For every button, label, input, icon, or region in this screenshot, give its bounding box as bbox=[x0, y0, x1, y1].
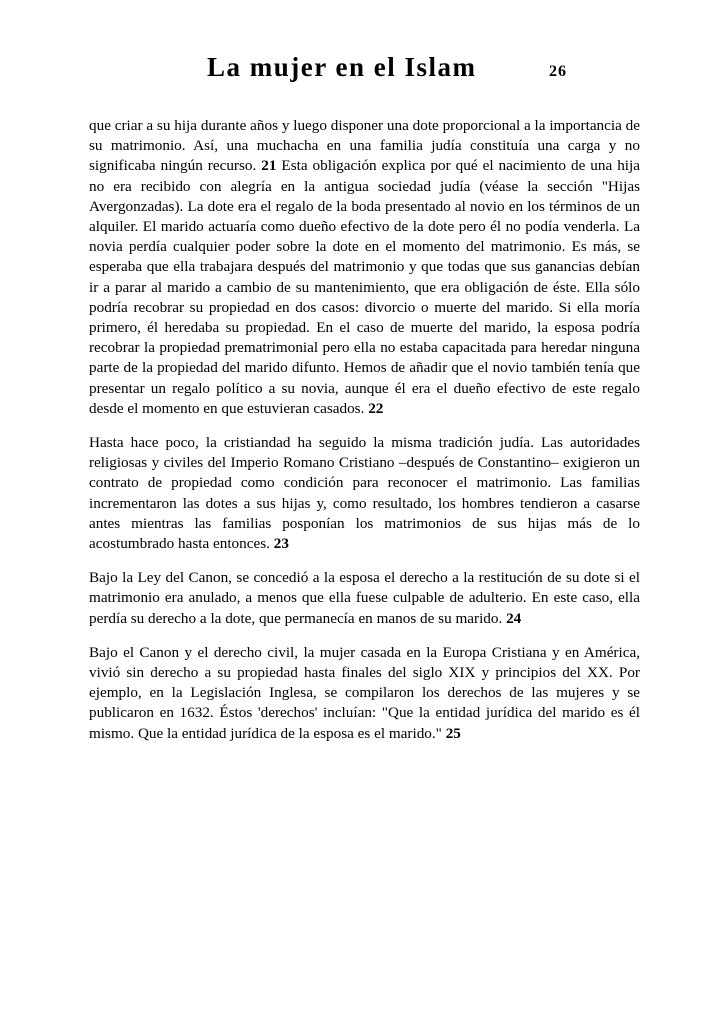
paragraph-4 bbox=[89, 643, 640, 744]
footnote-ref-21[interactable]: 21 bbox=[261, 157, 277, 175]
text-segment: que criar a su hija durante años y luego disponer una dote proporcional a la importancia de su matrimonio. Así, una muchacha en una familia judía constituía una carga y no significaba ningún recurso. bbox=[89, 117, 640, 175]
text-segment: Hasta hace poco, la cristiandad ha seguido la misma tradición judía. Las autoridades religiosas y civiles del Imperio Romano Cristiano –después de Constantino– exigieron un contrato de propiedad como condición para reconocer el matrimonio. Las familias incrementaron las dotes a sus hijas y, como resultado, los hombres tendieron a casarse antes mientras las familias posponían los matrimonios de sus hijas más de lo acostumbrado hasta entonces. bbox=[89, 434, 640, 553]
text-segment: Bajo el Canon y el derecho civil, la mujer casada en la Europa Cristiana y en América, vivió sin derecho a su propiedad hasta finales del siglo XIX y principios del XX. Por ejemplo, en la Legislación Inglesa, se compilaron los derechos de las mujeres y se publicaron en 1632. Éstos 'derechos' incluían: "Que la entidad jurídica del marido es él mismo. Que la entidad jurídica de la esposa es el marido." bbox=[89, 643, 640, 742]
text-segment: Esta obligación explica por qué el nacimiento de una hija no era recibido con alegría en la antigua sociedad judía (véase la sección "Hijas Avergonzadas). La dote era el regalo de la boda presentado al novio en los términos de un alquiler. El marido actuaría como dueño efectivo de la dote pero él no podía venderla. La novia perdía cualquier poder sobre la dote en el momento del matrimonio. Es más, se esperaba que ella trabajara después del matrimonio y que todas que sus ganancias debían ir a parar al marido a cambio de su mantenimiento, que era obligación de éste. Ella sólo podría recobrar su propiedad en dos casos: divorcio o muerte del marido. Si ella moría primero, él heredaba su propiedad. En el caso de muerte del marido, la esposa podría recobrar la propiedad prematrimonial pero ella no estaba capacitada para heredar ninguna parte de la propiedad del marido difunto. Hemos de añadir que el novio también tenía que presentar un regalo político a su novia, aunque él era el dueño efectivo de este regalo desde el momento en que estuvieran casados. bbox=[89, 157, 640, 417]
paragraph-2 bbox=[89, 433, 640, 554]
header-title: La mujer en el Islam bbox=[207, 52, 477, 82]
footnote-ref-25[interactable]: 25 bbox=[445, 724, 461, 742]
page-header bbox=[0, 52, 728, 92]
paragraph-1 bbox=[89, 116, 640, 419]
body-text bbox=[89, 116, 640, 758]
paragraph-3 bbox=[89, 568, 640, 629]
text-segment: Bajo la Ley del Canon, se concedió a la esposa el derecho a la restitución de su dote si el matrimonio era anulado, a menos que ella fuese culpable de adulterio. En este caso, ella perdía su derecho a la dote, que permanecía en manos de su marido. bbox=[89, 569, 640, 627]
footnote-ref-23[interactable]: 23 bbox=[273, 535, 289, 553]
footnote-ref-22[interactable]: 22 bbox=[368, 399, 384, 417]
footnote-ref-24[interactable]: 24 bbox=[506, 609, 522, 627]
page-number: 26 bbox=[549, 63, 567, 80]
